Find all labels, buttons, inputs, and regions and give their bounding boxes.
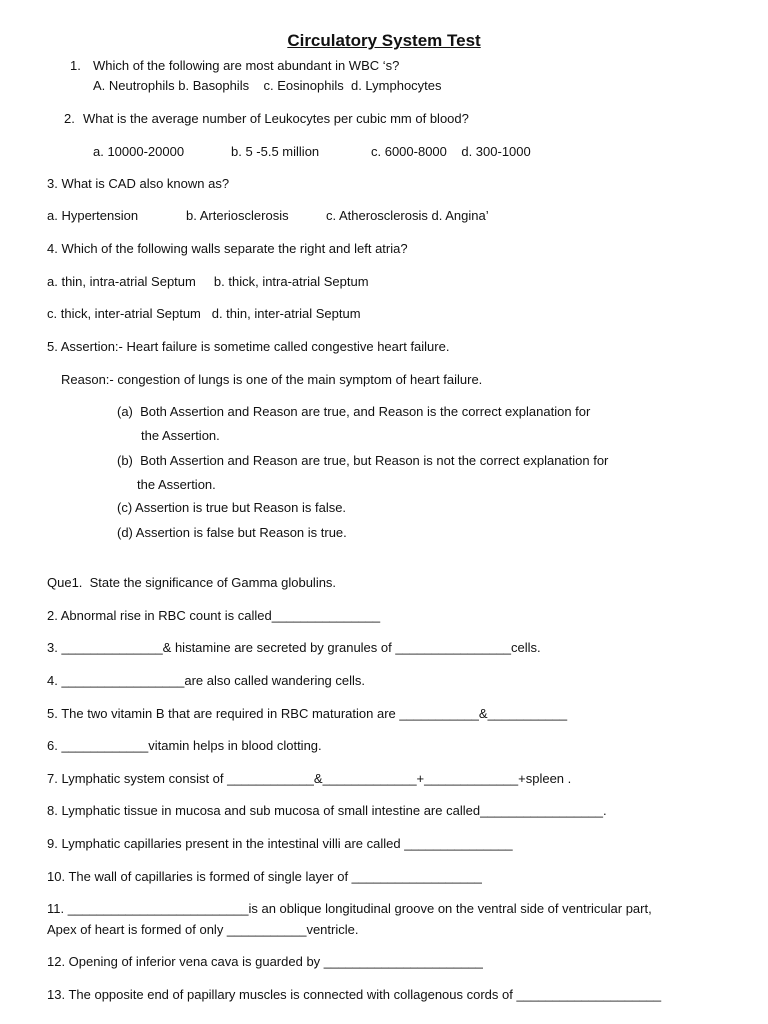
q2-number: 2. <box>64 111 75 126</box>
fill-q12: 12. Opening of inferior vena cava is guarded by ______________________ <box>47 954 483 969</box>
q3-option-a: a. Hypertension <box>47 208 139 223</box>
q1-question: Which of the following are most abundant in WBC ‘s? <box>93 58 400 73</box>
q3-option-b: b. Arteriosclerosis <box>186 208 289 223</box>
q4-options-row2: c. thick, inter-atrial Septum d. thin, inter-atrial Septum <box>47 306 361 321</box>
q5-assertion: 5. Assertion:- Heart failure is sometime called congestive heart failure. <box>47 339 450 354</box>
q2-option-b: b. 5 -5.5 million <box>231 144 320 159</box>
q1-options: A. Neutrophils b. Basophils c. Eosinophils d. Lymphocytes <box>93 78 442 93</box>
q5-option-a-line1: (a) Both Assertion and Reason are true, and Reason is the correct explanation for <box>117 404 591 419</box>
que1-question: Que1. State the significance of Gamma globulins. <box>47 575 337 590</box>
q5-option-c: (c) Assertion is true but Reason is false. <box>117 500 347 515</box>
q5-reason: Reason:- congestion of lungs is one of the main symptom of heart failure. <box>61 372 483 387</box>
fill-q2: 2. Abnormal rise in RBC count is called_______________ <box>47 608 381 623</box>
page-title: Circulatory System Test <box>287 31 481 51</box>
fill-q5: 5. The two vitamin B that are required in RBC maturation are ___________&___________ <box>47 706 568 721</box>
fill-q7: 7. Lymphatic system consist of ____________&_____________+_____________+spleen . <box>47 771 572 786</box>
q2-option-a: a. 10000-20000 <box>93 144 185 159</box>
q3-question: 3. What is CAD also known as? <box>47 176 230 191</box>
fill-q13: 13. The opposite end of papillary muscles is connected with collagenous cords of ____________________ <box>47 987 662 1002</box>
q2-question: What is the average number of Leukocytes per cubic mm of blood? <box>83 111 469 126</box>
q5-option-d: (d) Assertion is false but Reason is true. <box>117 525 347 540</box>
q4-question: 4. Which of the following walls separate the right and left atria? <box>47 241 408 256</box>
fill-q11-line1: 11. _________________________is an oblique longitudinal groove on the ventral side of ventricular part, <box>47 901 652 916</box>
q5-option-b-line1: (b) Both Assertion and Reason are true, but Reason is not the correct explanation for <box>117 453 609 468</box>
q4-options-row1: a. thin, intra-atrial Septum b. thick, intra-atrial Septum <box>47 274 369 289</box>
fill-q8: 8. Lymphatic tissue in mucosa and sub mucosa of small intestine are called_________________. <box>47 803 607 818</box>
q2-option-cd: c. 6000-8000 d. 300-1000 <box>371 144 531 159</box>
fill-q6: 6. ____________vitamin helps in blood clotting. <box>47 738 322 753</box>
q5-option-a-line2: the Assertion. <box>141 428 220 443</box>
q5-option-b-line2: the Assertion. <box>137 477 216 492</box>
fill-q11-line2: Apex of heart is formed of only ___________ventricle. <box>47 922 359 937</box>
fill-q10: 10. The wall of capillaries is formed of single layer of __________________ <box>47 869 482 884</box>
fill-q4: 4. _________________are also called wandering cells. <box>47 673 366 688</box>
q1-number: 1. <box>70 58 81 73</box>
fill-q3: 3. ______________& histamine are secreted by granules of ________________cells. <box>47 640 541 655</box>
q3-option-cd: c. Atherosclerosis d. Angina’ <box>326 208 489 223</box>
fill-q9: 9. Lymphatic capillaries present in the intestinal villi are called _______________ <box>47 836 513 851</box>
